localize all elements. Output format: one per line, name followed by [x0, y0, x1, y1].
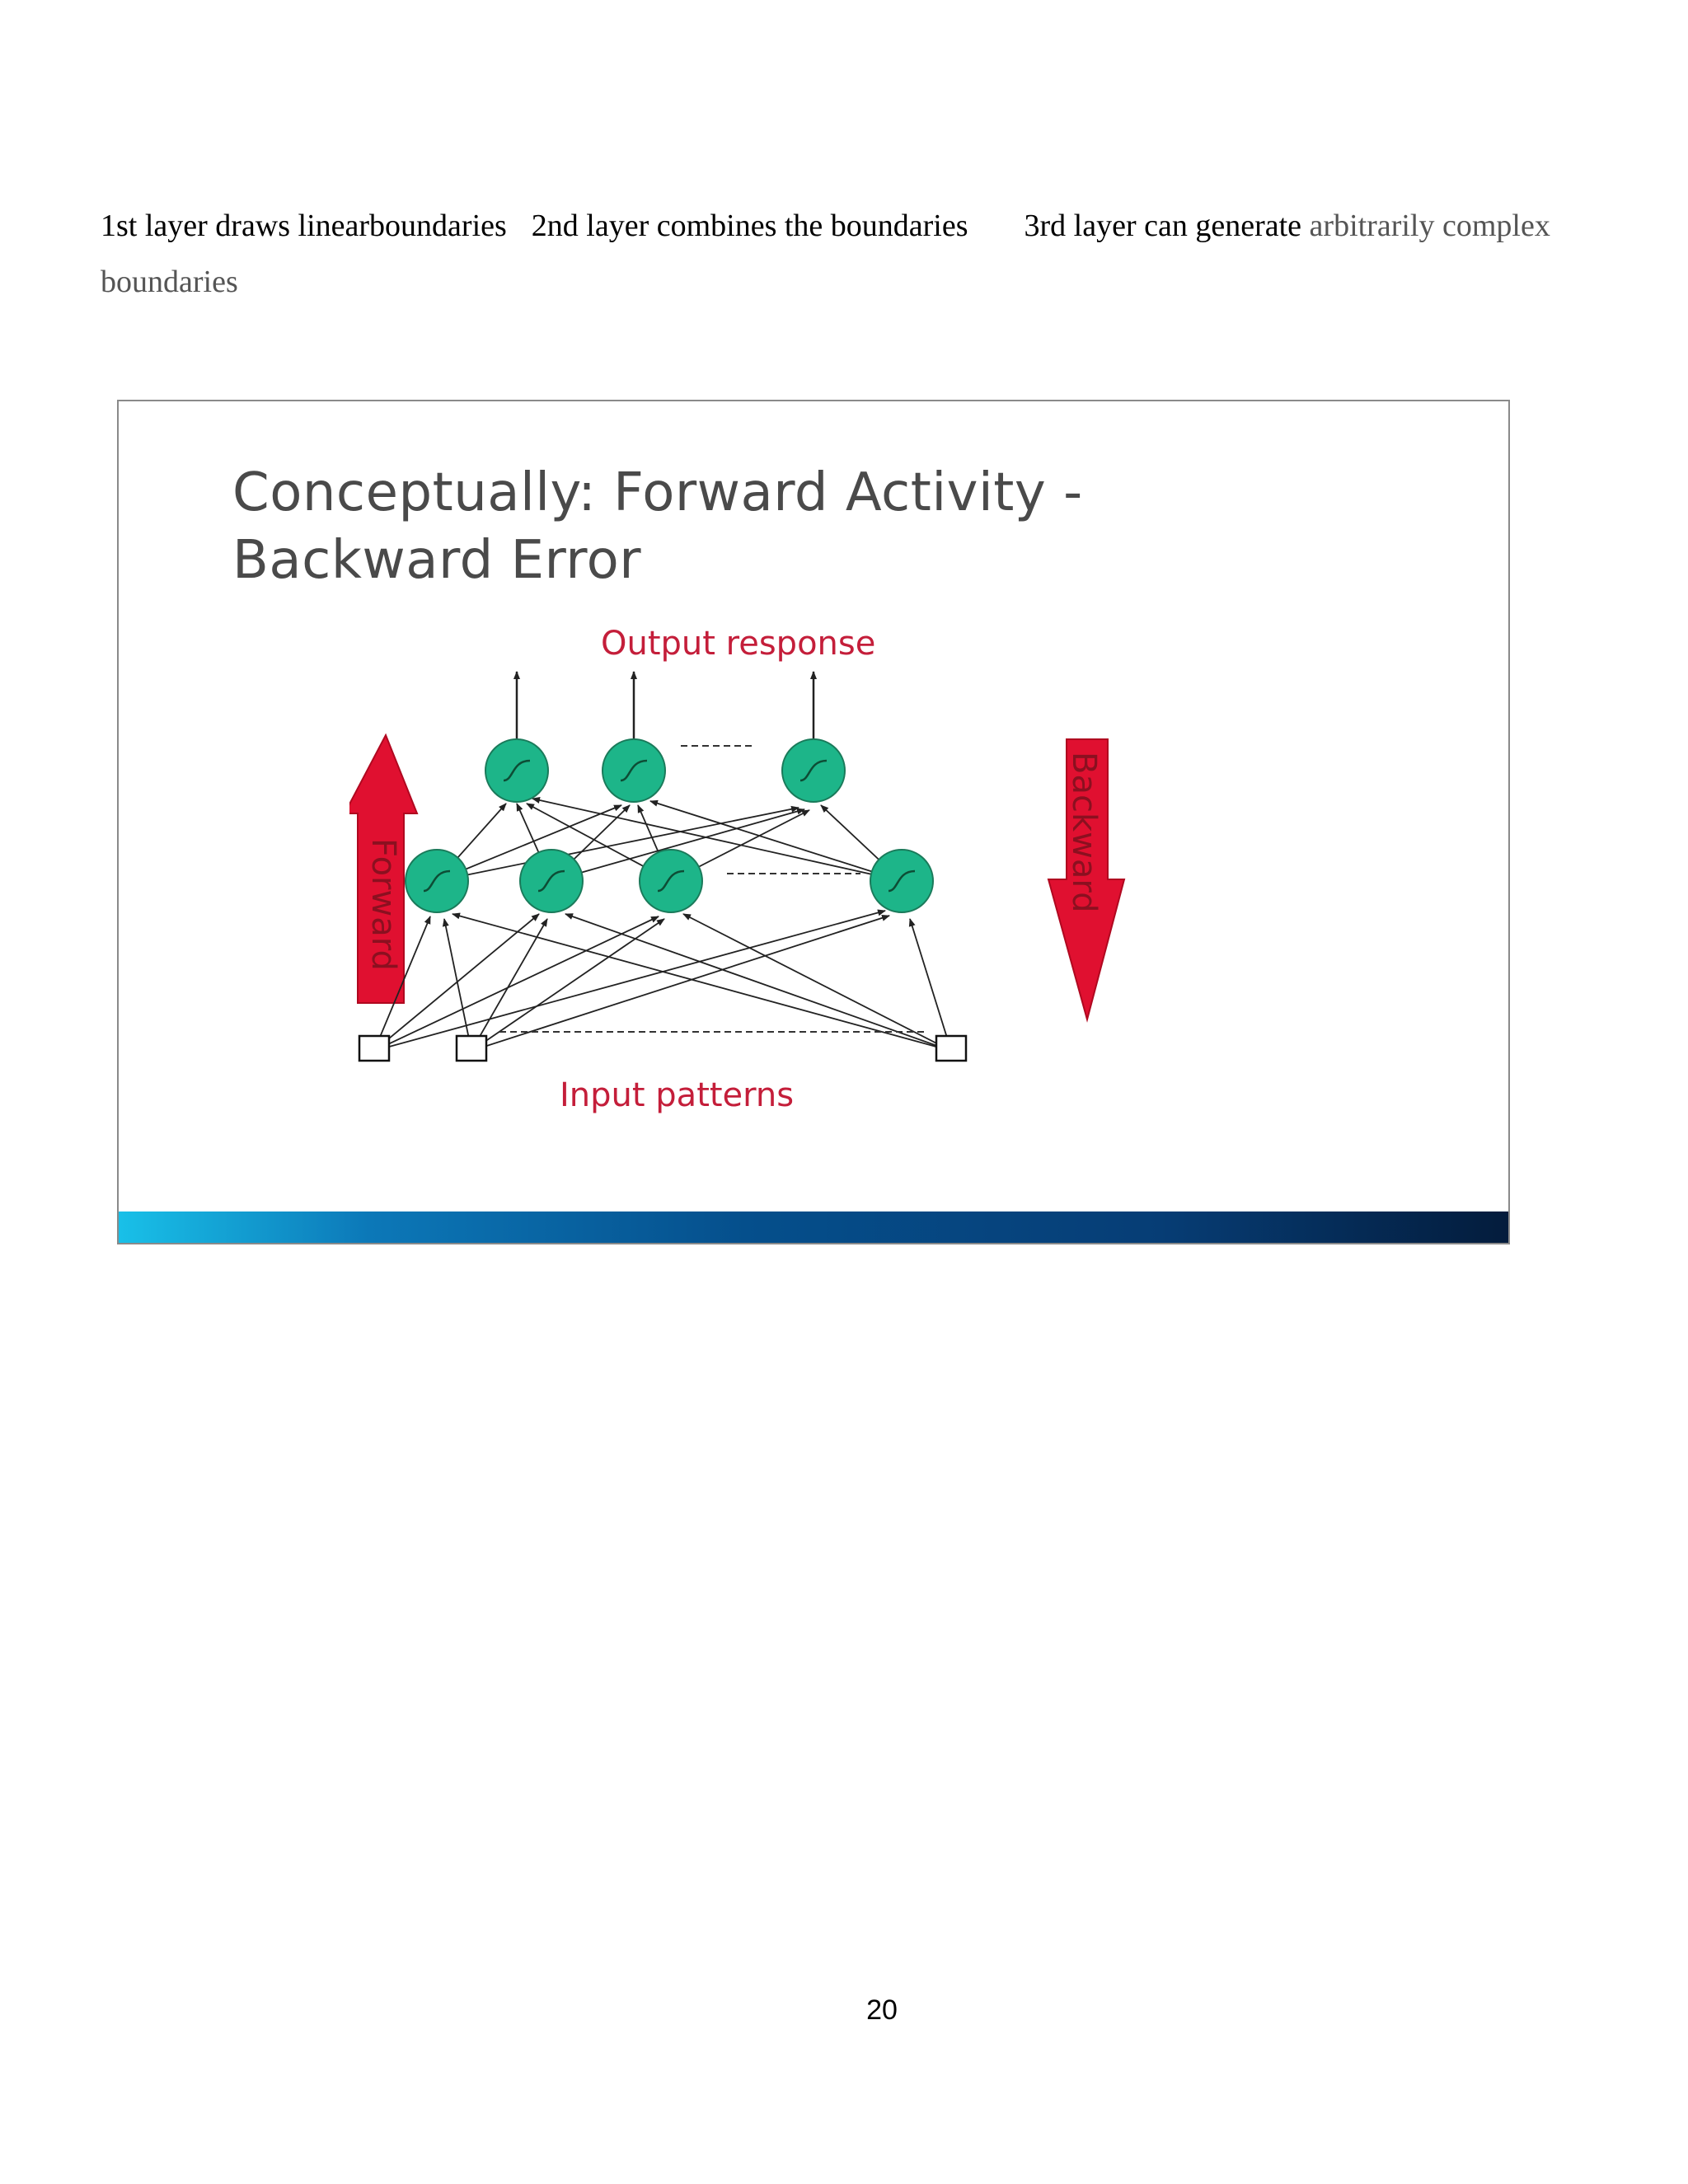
input-square-icon: [457, 1036, 486, 1061]
forward-label: Forward: [364, 838, 402, 971]
sigmoid-neuron-icon: [406, 850, 468, 912]
backward-label: Backward: [1065, 752, 1103, 913]
caption-layer1: 1st layer draws linearboundaries: [101, 209, 507, 243]
output-response-label: Output response: [601, 625, 876, 663]
input-square-icon: [936, 1036, 966, 1061]
sigmoid-neuron-icon: [603, 739, 665, 802]
backward-arrow: [1048, 739, 1124, 1019]
caption-layer3-continued: arbitrarily complex boundaries: [101, 209, 1550, 299]
figure-caption: [101, 198, 1634, 310]
input-layer: [359, 1036, 966, 1061]
page-number: 20: [866, 1994, 898, 2026]
slide-image: [117, 400, 1510, 1244]
output-arrows: [517, 672, 814, 771]
slide-footer-bar: [119, 1212, 1508, 1243]
sigmoid-neuron-icon: [870, 850, 933, 912]
sigmoid-neuron-icon: [782, 739, 845, 802]
slide-title: [232, 459, 1304, 594]
neural-network-diagram: [349, 607, 1380, 1143]
caption-layer2: 2nd layer combines the boundaries: [531, 209, 968, 243]
forward-arrow: [349, 735, 417, 1003]
sigmoid-neuron-icon: [520, 850, 583, 912]
input-hidden-connections: [374, 911, 951, 1051]
caption-layer3: 3rd layer can generate: [1024, 209, 1302, 243]
input-square-icon: [359, 1036, 389, 1061]
input-patterns-label: Input patterns: [560, 1076, 795, 1114]
sigmoid-neuron-icon: [640, 850, 702, 912]
sigmoid-neuron-icon: [485, 739, 548, 802]
slide-title-line2: Backward Error: [232, 530, 642, 591]
output-layer: [485, 739, 845, 802]
slide-title-line1: Conceptually: Forward Activity -: [232, 462, 1083, 523]
hidden-layer: [406, 850, 933, 912]
